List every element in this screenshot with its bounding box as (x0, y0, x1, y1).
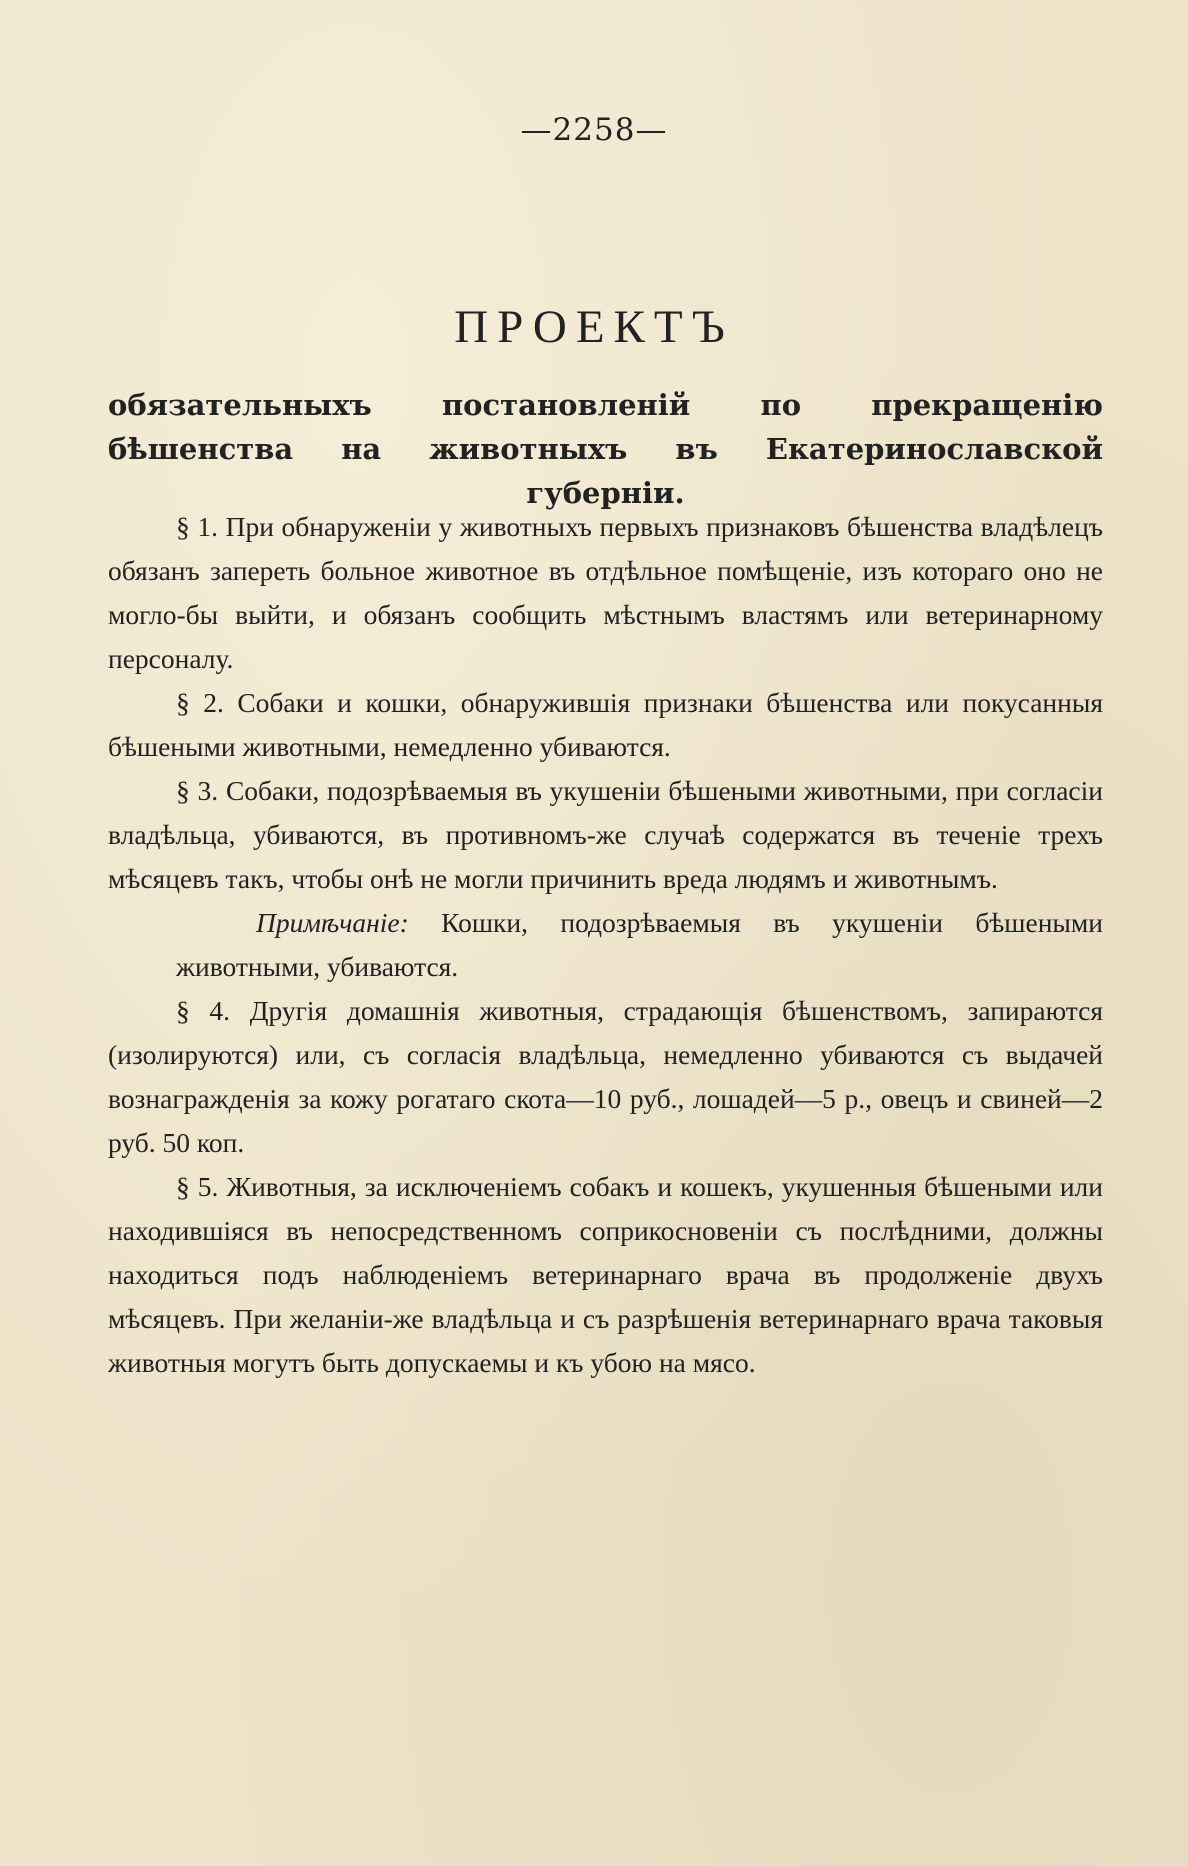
note-text: Кошки, подозрѣваемыя въ укушеніи бѣшеными животными, убиваются. (176, 907, 1104, 982)
document-subtitle: обязательныхъ постановленій по прекращенію бѣшенства на животныхъ въ Екатеринославской губерніи. (108, 388, 1103, 510)
paragraph-section-3: § 3. Собаки, подозрѣваемыя въ укушеніи бѣшеными животными, при согласіи владѣльца, убиваются, въ противномъ-же случаѣ содержатся въ теченіе трехъ мѣсяцевъ такъ, чтобы онѣ не могли причинить вреда людямъ и животнымъ. (108, 775, 1103, 894)
paragraph-section-1: § 1. При обнаруженіи у животныхъ первыхъ признаковъ бѣшенства владѣлецъ обязанъ запереть больное животное въ отдѣльное помѣщеніе, изъ котораго оно не могло-бы выйти, и обязанъ сообщить мѣстнымъ властямъ или ветеринарному персоналу. (108, 511, 1103, 674)
paragraph-section-2: § 2. Собаки и кошки, обнаружившія признаки бѣшенства или покусанныя бѣшеными животными, немедленно убиваются. (108, 687, 1103, 762)
document-title: ПРОЕКТЪ (454, 301, 734, 353)
paragraph-section-4: § 4. Другія домашнія животныя, страдающія бѣшенствомъ, запираются (изолируются) или, съ согласія владѣльца, немедленно убиваются съ выдачей вознагражденія за кожу рогатаго скота—10 руб., лошадей—5 р., овецъ и свиней—2 руб. 50 коп. (108, 995, 1103, 1158)
note (108, 901, 1103, 989)
paragraph-section-5: § 5. Животныя, за исключеніемъ собакъ и кошекъ, укушенныя бѣшеными или находившіяся въ непосредственномъ соприкосновеніи съ послѣдними, должны находиться подъ наблюденіемъ ветеринарнаго врача въ продолженіе двухъ мѣсяцевъ. При желаніи-же владѣльца и съ разрѣшенія ветеринарнаго врача таковыя животныя могутъ быть допускаемы и къ убою на мясо. (108, 1171, 1103, 1378)
document-body (108, 505, 1103, 1385)
page-number: —2258— (520, 112, 668, 148)
note-label: Примѣчаніе: (256, 907, 409, 938)
